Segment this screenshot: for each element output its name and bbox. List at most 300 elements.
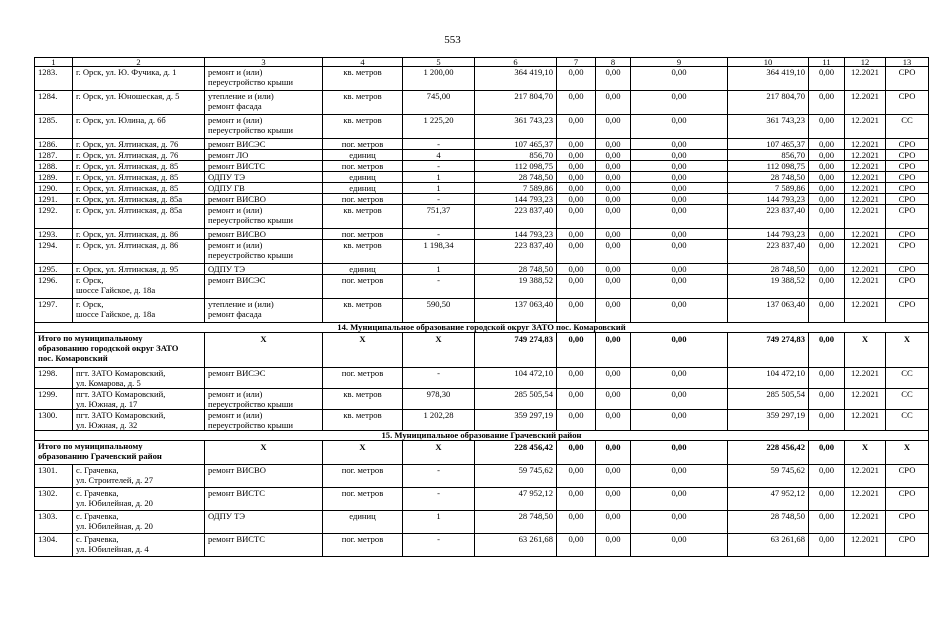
fund-cost: 0,00 <box>557 91 596 115</box>
table-row <box>35 67 929 91</box>
volume: - <box>403 534 475 557</box>
total-cost: 223 837,40 <box>475 205 557 229</box>
other-cost: 0,00 <box>809 91 845 115</box>
fund-cost: 0,00 <box>557 465 596 488</box>
fund-cost: 0,00 <box>557 67 596 91</box>
budget-cost: 0,00 <box>596 205 631 229</box>
fund-method: СРО <box>886 229 929 240</box>
other-cost: 0,00 <box>809 488 845 511</box>
unit: кв. метров <box>323 91 403 115</box>
owner-cost: 0,00 <box>631 299 728 323</box>
column-number: 4 <box>323 58 403 67</box>
total-cost: 28 748,50 <box>475 172 557 183</box>
other-cost: 0,00 <box>809 275 845 299</box>
other-cost: 0,00 <box>809 161 845 172</box>
table-row <box>35 205 929 229</box>
owner-cost: 0,00 <box>631 465 728 488</box>
column-number: 1 <box>35 58 73 67</box>
cost-total-repeat: 217 804,70 <box>728 91 809 115</box>
section-title: 15. Муниципальное образование Грачевский район <box>35 431 929 441</box>
fund-method: СРО <box>886 511 929 534</box>
unit: пог. метров <box>323 534 403 557</box>
volume: - <box>403 368 475 389</box>
table-row <box>35 115 929 139</box>
volume: 745,00 <box>403 91 475 115</box>
budget-cost: 0,00 <box>596 240 631 264</box>
work-type: X <box>205 333 323 368</box>
fund-method: СРО <box>886 465 929 488</box>
completion-date: 12.2021 <box>845 299 886 323</box>
owner-cost: 0,00 <box>631 441 728 465</box>
completion-date: 12.2021 <box>845 275 886 299</box>
budget-cost: 0,00 <box>596 91 631 115</box>
row-number: 1284. <box>35 91 73 115</box>
budget-cost: 0,00 <box>596 333 631 368</box>
table-row <box>35 194 929 205</box>
fund-method: СРО <box>886 240 929 264</box>
cost-total-repeat: 364 419,10 <box>728 67 809 91</box>
budget-cost: 0,00 <box>596 161 631 172</box>
fund-method: СРО <box>886 205 929 229</box>
work-type: утепление и (или) ремонт фасада <box>205 91 323 115</box>
table-row <box>35 368 929 389</box>
cost-total-repeat: 285 505,54 <box>728 389 809 410</box>
other-cost: 0,00 <box>809 150 845 161</box>
owner-cost: 0,00 <box>631 205 728 229</box>
row-number: 1299. <box>35 389 73 410</box>
address: пгт. ЗАТО Комаровский, ул. Южная, д. 17 <box>73 389 205 410</box>
volume: X <box>403 441 475 465</box>
owner-cost: 0,00 <box>631 333 728 368</box>
unit: пог. метров <box>323 161 403 172</box>
fund-method: СРО <box>886 183 929 194</box>
budget-cost: 0,00 <box>596 194 631 205</box>
row-number: 1286. <box>35 139 73 150</box>
unit: кв. метров <box>323 389 403 410</box>
budget-cost: 0,00 <box>596 67 631 91</box>
work-type: ремонт ВИСТС <box>205 534 323 557</box>
address: г. Орск, ул. Ялтинская, д. 76 <box>73 150 205 161</box>
address: г. Орск, шоссе Гайское, д. 18а <box>73 299 205 323</box>
table-row <box>35 465 929 488</box>
budget-cost: 0,00 <box>596 115 631 139</box>
address: с. Грачевка, ул. Строителей, д. 27 <box>73 465 205 488</box>
total-cost: 137 063,40 <box>475 299 557 323</box>
volume: 1 200,00 <box>403 67 475 91</box>
total-cost: 359 297,19 <box>475 410 557 431</box>
fund-cost: 0,00 <box>557 194 596 205</box>
other-cost: 0,00 <box>809 205 845 229</box>
fund-method: СРО <box>886 150 929 161</box>
total-row <box>35 333 929 368</box>
total-cost: 228 456,42 <box>475 441 557 465</box>
other-cost: 0,00 <box>809 67 845 91</box>
table-row <box>35 299 929 323</box>
fund-cost: 0,00 <box>557 139 596 150</box>
volume: - <box>403 139 475 150</box>
completion-date: 12.2021 <box>845 139 886 150</box>
owner-cost: 0,00 <box>631 115 728 139</box>
row-number: 1300. <box>35 410 73 431</box>
completion-date: 12.2021 <box>845 183 886 194</box>
row-number: 1293. <box>35 229 73 240</box>
completion-date: 12.2021 <box>845 465 886 488</box>
cost-total-repeat: 104 472,10 <box>728 368 809 389</box>
owner-cost: 0,00 <box>631 172 728 183</box>
budget-cost: 0,00 <box>596 410 631 431</box>
page-number: 553 <box>444 34 461 46</box>
row-number: 1287. <box>35 150 73 161</box>
work-type: ремонт и (или) переустройство крыши <box>205 240 323 264</box>
fund-cost: 0,00 <box>557 368 596 389</box>
cost-total-repeat: 361 743,23 <box>728 115 809 139</box>
row-number: 1289. <box>35 172 73 183</box>
completion-date: 12.2021 <box>845 534 886 557</box>
total-cost: 59 745,62 <box>475 465 557 488</box>
table-row <box>35 161 929 172</box>
unit: единиц <box>323 183 403 194</box>
budget-cost: 0,00 <box>596 465 631 488</box>
fund-method: X <box>886 333 929 368</box>
cost-total-repeat: 7 589,86 <box>728 183 809 194</box>
other-cost: 0,00 <box>809 240 845 264</box>
address: г. Орск, ул. Ялтинская, д. 85 <box>73 183 205 194</box>
address: г. Орск, ул. Ялтинская, д. 85а <box>73 205 205 229</box>
owner-cost: 0,00 <box>631 275 728 299</box>
fund-method: СС <box>886 368 929 389</box>
completion-date: 12.2021 <box>845 115 886 139</box>
work-type: ремонт и (или) переустройство крыши <box>205 205 323 229</box>
cost-total-repeat: 63 261,68 <box>728 534 809 557</box>
total-cost: 285 505,54 <box>475 389 557 410</box>
cost-total-repeat: 359 297,19 <box>728 410 809 431</box>
completion-date: 12.2021 <box>845 91 886 115</box>
budget-cost: 0,00 <box>596 389 631 410</box>
cost-total-repeat: 28 748,50 <box>728 511 809 534</box>
column-number: 2 <box>73 58 205 67</box>
cost-total-repeat: 47 952,12 <box>728 488 809 511</box>
volume: 1 202,28 <box>403 410 475 431</box>
table-row <box>35 511 929 534</box>
address: с. Грачевка, ул. Юбилейная, д. 20 <box>73 511 205 534</box>
volume: 1 <box>403 264 475 275</box>
other-cost: 0,00 <box>809 115 845 139</box>
address: г. Орск, ул. Ялтинская, д. 85а <box>73 194 205 205</box>
fund-cost: 0,00 <box>557 229 596 240</box>
completion-date: 12.2021 <box>845 410 886 431</box>
fund-cost: 0,00 <box>557 511 596 534</box>
section-title: 14. Муниципальное образование городской округ ЗАТО пос. Комаровский <box>35 323 929 333</box>
fund-cost: 0,00 <box>557 161 596 172</box>
owner-cost: 0,00 <box>631 91 728 115</box>
column-number: 10 <box>728 58 809 67</box>
address: г. Орск, ул. Ялтинская, д. 76 <box>73 139 205 150</box>
total-label: Итого по муниципальному образованию городской округ ЗАТО пос. Комаровский <box>35 333 205 368</box>
address: г. Орск, ул. Ялтинская, д. 86 <box>73 229 205 240</box>
total-cost: 749 274,83 <box>475 333 557 368</box>
work-type: ОДПУ ТЭ <box>205 172 323 183</box>
volume: - <box>403 488 475 511</box>
volume: 1 225,20 <box>403 115 475 139</box>
other-cost: 0,00 <box>809 139 845 150</box>
work-type: ремонт ВИСВО <box>205 229 323 240</box>
fund-method: СРО <box>886 264 929 275</box>
total-cost: 19 388,52 <box>475 275 557 299</box>
total-cost: 112 098,75 <box>475 161 557 172</box>
total-cost: 63 261,68 <box>475 534 557 557</box>
row-number: 1304. <box>35 534 73 557</box>
volume: 1 <box>403 183 475 194</box>
column-number: 12 <box>845 58 886 67</box>
address: г. Орск, ул. Юношеская, д. 5 <box>73 91 205 115</box>
cost-total-repeat: 144 793,23 <box>728 194 809 205</box>
total-cost: 144 793,23 <box>475 229 557 240</box>
total-cost: 47 952,12 <box>475 488 557 511</box>
work-type: ремонт и (или) переустройство крыши <box>205 115 323 139</box>
volume: 590,50 <box>403 299 475 323</box>
work-type: ОДПУ ТЭ <box>205 264 323 275</box>
column-number: 11 <box>809 58 845 67</box>
fund-cost: 0,00 <box>557 410 596 431</box>
volume: - <box>403 229 475 240</box>
cost-total-repeat: 137 063,40 <box>728 299 809 323</box>
budget-cost: 0,00 <box>596 172 631 183</box>
volume: 1 198,34 <box>403 240 475 264</box>
address: г. Орск, шоссе Гайское, д. 18а <box>73 275 205 299</box>
unit: кв. метров <box>323 115 403 139</box>
volume: 1 <box>403 511 475 534</box>
address: г. Орск, ул. Ю. Фучика, д. 1 <box>73 67 205 91</box>
fund-method: X <box>886 441 929 465</box>
budget-cost: 0,00 <box>596 441 631 465</box>
completion-date: 12.2021 <box>845 229 886 240</box>
column-number: 8 <box>596 58 631 67</box>
row-number: 1294. <box>35 240 73 264</box>
address: пгт. ЗАТО Комаровский, ул. Южная, д. 32 <box>73 410 205 431</box>
fund-cost: 0,00 <box>557 534 596 557</box>
unit: пог. метров <box>323 229 403 240</box>
total-cost: 361 743,23 <box>475 115 557 139</box>
table-row <box>35 172 929 183</box>
fund-method: СРО <box>886 194 929 205</box>
completion-date: 12.2021 <box>845 172 886 183</box>
address: г. Орск, ул. Ялтинская, д. 95 <box>73 264 205 275</box>
total-cost: 856,70 <box>475 150 557 161</box>
other-cost: 0,00 <box>809 465 845 488</box>
owner-cost: 0,00 <box>631 240 728 264</box>
total-cost: 107 465,37 <box>475 139 557 150</box>
volume: 1 <box>403 172 475 183</box>
column-number: 3 <box>205 58 323 67</box>
volume: - <box>403 275 475 299</box>
cost-total-repeat: 144 793,23 <box>728 229 809 240</box>
row-number: 1283. <box>35 67 73 91</box>
cost-total-repeat: 749 274,83 <box>728 333 809 368</box>
row-number: 1292. <box>35 205 73 229</box>
other-cost: 0,00 <box>809 441 845 465</box>
unit: пог. метров <box>323 194 403 205</box>
row-number: 1288. <box>35 161 73 172</box>
cost-total-repeat: 223 837,40 <box>728 240 809 264</box>
fund-cost: 0,00 <box>557 333 596 368</box>
address: г. Орск, ул. Ялтинская, д. 85 <box>73 172 205 183</box>
unit: кв. метров <box>323 299 403 323</box>
fund-method: СРО <box>886 299 929 323</box>
owner-cost: 0,00 <box>631 150 728 161</box>
work-type: ОДПУ ТЭ <box>205 511 323 534</box>
completion-date: 12.2021 <box>845 205 886 229</box>
completion-date: X <box>845 333 886 368</box>
volume: 751,37 <box>403 205 475 229</box>
other-cost: 0,00 <box>809 194 845 205</box>
fund-cost: 0,00 <box>557 389 596 410</box>
budget-cost: 0,00 <box>596 368 631 389</box>
table-row <box>35 139 929 150</box>
row-number: 1295. <box>35 264 73 275</box>
volume: - <box>403 194 475 205</box>
row-number: 1296. <box>35 275 73 299</box>
table-row <box>35 91 929 115</box>
other-cost: 0,00 <box>809 333 845 368</box>
cost-total-repeat: 112 098,75 <box>728 161 809 172</box>
unit: кв. метров <box>323 205 403 229</box>
completion-date: 12.2021 <box>845 67 886 91</box>
table-row <box>35 264 929 275</box>
budget-cost: 0,00 <box>596 534 631 557</box>
budget-cost: 0,00 <box>596 264 631 275</box>
address: г. Орск, ул. Юлина, д. 6б <box>73 115 205 139</box>
other-cost: 0,00 <box>809 389 845 410</box>
row-number: 1302. <box>35 488 73 511</box>
owner-cost: 0,00 <box>631 511 728 534</box>
work-type: ремонт и (или) переустройство крыши <box>205 67 323 91</box>
fund-cost: 0,00 <box>557 150 596 161</box>
completion-date: 12.2021 <box>845 511 886 534</box>
other-cost: 0,00 <box>809 410 845 431</box>
fund-method: СРО <box>886 488 929 511</box>
column-number: 5 <box>403 58 475 67</box>
fund-method: СС <box>886 389 929 410</box>
volume: 978,30 <box>403 389 475 410</box>
cost-total-repeat: 223 837,40 <box>728 205 809 229</box>
table-row <box>35 229 929 240</box>
budget-cost: 0,00 <box>596 511 631 534</box>
fund-cost: 0,00 <box>557 299 596 323</box>
cost-total-repeat: 856,70 <box>728 150 809 161</box>
fund-cost: 0,00 <box>557 115 596 139</box>
fund-cost: 0,00 <box>557 441 596 465</box>
budget-cost: 0,00 <box>596 183 631 194</box>
table-row <box>35 534 929 557</box>
owner-cost: 0,00 <box>631 534 728 557</box>
work-type: ремонт и (или) переустройство крыши <box>205 389 323 410</box>
work-type: ремонт ВИСТС <box>205 161 323 172</box>
unit: кв. метров <box>323 240 403 264</box>
section-row <box>35 323 929 333</box>
completion-date: 12.2021 <box>845 240 886 264</box>
total-cost: 7 589,86 <box>475 183 557 194</box>
cost-total-repeat: 19 388,52 <box>728 275 809 299</box>
volume: - <box>403 465 475 488</box>
total-label: Итого по муниципальному образованию Грачевский район <box>35 441 205 465</box>
owner-cost: 0,00 <box>631 183 728 194</box>
unit: пог. метров <box>323 465 403 488</box>
work-type: X <box>205 441 323 465</box>
unit: пог. метров <box>323 368 403 389</box>
fund-method: СРО <box>886 91 929 115</box>
completion-date: 12.2021 <box>845 389 886 410</box>
table-row <box>35 275 929 299</box>
owner-cost: 0,00 <box>631 161 728 172</box>
unit: X <box>323 333 403 368</box>
work-type: ремонт ВИСЭС <box>205 275 323 299</box>
owner-cost: 0,00 <box>631 67 728 91</box>
unit: единиц <box>323 172 403 183</box>
other-cost: 0,00 <box>809 229 845 240</box>
unit: единиц <box>323 150 403 161</box>
fund-cost: 0,00 <box>557 172 596 183</box>
address: с. Грачевка, ул. Юбилейная, д. 4 <box>73 534 205 557</box>
volume: 4 <box>403 150 475 161</box>
fund-method: СРО <box>886 275 929 299</box>
owner-cost: 0,00 <box>631 368 728 389</box>
budget-cost: 0,00 <box>596 275 631 299</box>
fund-method: СРО <box>886 172 929 183</box>
budget-cost: 0,00 <box>596 488 631 511</box>
row-number: 1301. <box>35 465 73 488</box>
address: г. Орск, ул. Ялтинская, д. 85 <box>73 161 205 172</box>
table-row <box>35 488 929 511</box>
fund-cost: 0,00 <box>557 275 596 299</box>
work-type: ОДПУ ГВ <box>205 183 323 194</box>
column-number: 7 <box>557 58 596 67</box>
fund-method: СС <box>886 115 929 139</box>
total-cost: 364 419,10 <box>475 67 557 91</box>
other-cost: 0,00 <box>809 183 845 194</box>
cost-total-repeat: 28 748,50 <box>728 172 809 183</box>
column-number: 13 <box>886 58 929 67</box>
work-type: ремонт ВИСЭС <box>205 368 323 389</box>
volume: - <box>403 161 475 172</box>
fund-method: СРО <box>886 534 929 557</box>
column-number-row <box>35 58 929 67</box>
owner-cost: 0,00 <box>631 264 728 275</box>
total-cost: 223 837,40 <box>475 240 557 264</box>
other-cost: 0,00 <box>809 299 845 323</box>
owner-cost: 0,00 <box>631 229 728 240</box>
work-type: ремонт и (или) переустройство крыши <box>205 410 323 431</box>
column-number: 9 <box>631 58 728 67</box>
fund-cost: 0,00 <box>557 240 596 264</box>
table-row <box>35 150 929 161</box>
table-row <box>35 410 929 431</box>
owner-cost: 0,00 <box>631 488 728 511</box>
unit: пог. метров <box>323 488 403 511</box>
capital-repair-table <box>34 57 929 557</box>
budget-cost: 0,00 <box>596 139 631 150</box>
total-row <box>35 441 929 465</box>
completion-date: 12.2021 <box>845 161 886 172</box>
total-cost: 104 472,10 <box>475 368 557 389</box>
work-type: ремонт ВИСВО <box>205 465 323 488</box>
unit: единиц <box>323 264 403 275</box>
other-cost: 0,00 <box>809 264 845 275</box>
completion-date: 12.2021 <box>845 194 886 205</box>
cost-total-repeat: 228 456,42 <box>728 441 809 465</box>
work-type: утепление и (или) ремонт фасада <box>205 299 323 323</box>
cost-total-repeat: 107 465,37 <box>728 139 809 150</box>
row-number: 1291. <box>35 194 73 205</box>
